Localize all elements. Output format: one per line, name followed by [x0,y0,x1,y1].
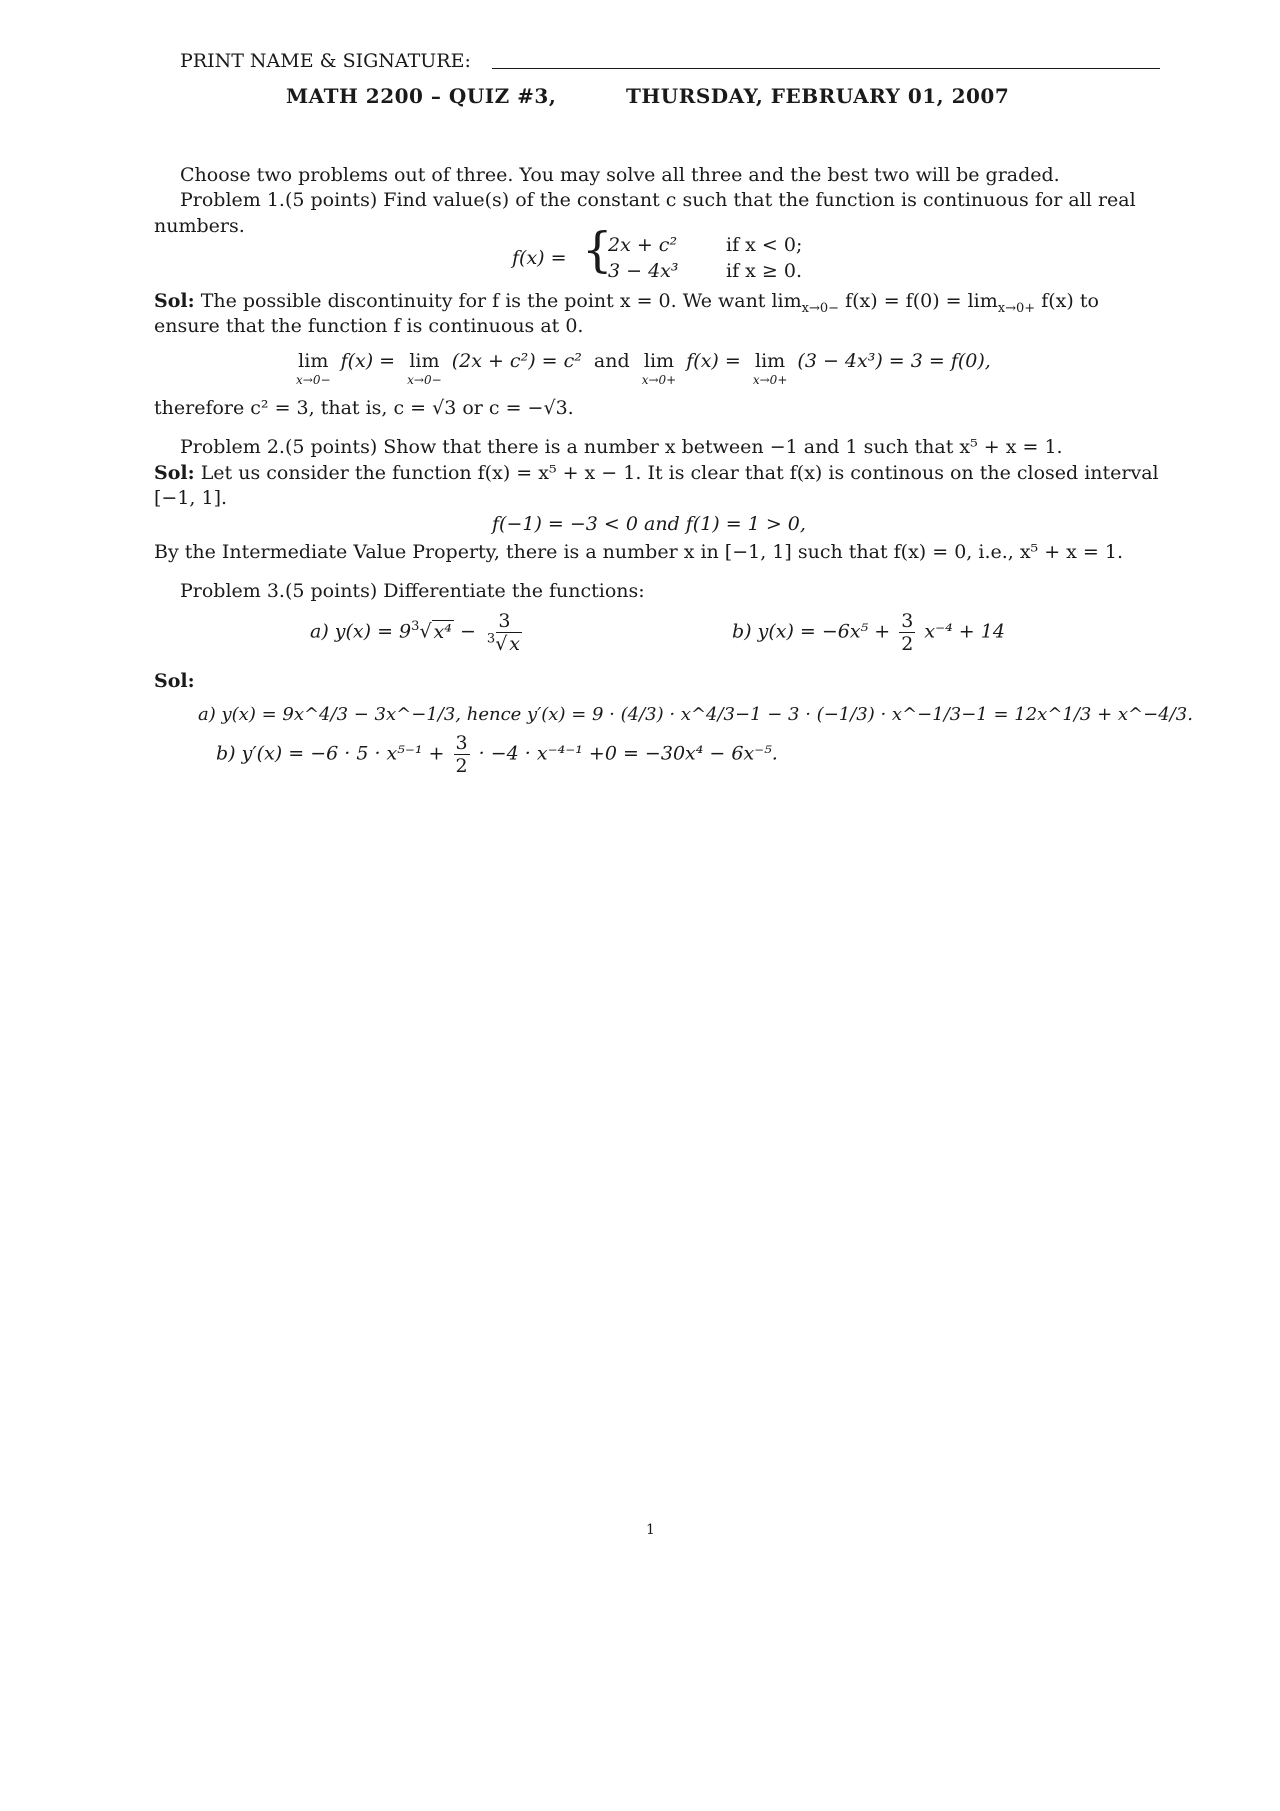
lim-left-fx: f(x) = [340,350,396,372]
lim-sub: x→0− [296,373,331,387]
case1-expression: 2x + c² [608,234,678,256]
problem1-sol-text-mid: f(x) = f(0) = lim [839,290,998,312]
case2-condition: if x ≥ 0. [726,260,802,282]
problem2-conclusion: By the Intermediate Value Property, there is a number x in [−1, 1] such that f(x) = 0, i.e., x⁵ + x = 1. [154,541,1124,563]
part-a-root-index: 3 [411,619,420,635]
problem1-solution-line1 [154,288,1099,314]
problem2-sol-label: Sol: [154,462,195,484]
lim-word: lim [298,350,329,372]
part-a-minus: − [459,620,476,643]
sol-b-numerator: 3 [455,732,468,754]
problem2-solution-line2: [−1, 1]. [154,487,228,509]
problem1-solution-line2: ensure that the function f is continuous at 0. [154,315,584,337]
name-signature-label: PRINT NAME & SIGNATURE: [180,50,471,72]
problem1-statement: Problem 1.(5 points) Find value(s) of the constant c such that the function is continuous for all real [180,189,1136,211]
problem1-sol-label: Sol: [154,290,195,312]
lim-left-2 [407,348,442,386]
sol-b-fraction [454,732,470,777]
part-a-denominator: $^3$√ x [486,631,521,655]
piecewise-brace: { [582,222,613,278]
problem1-sol-text-end: f(x) to [1035,290,1099,312]
problem3-statement: Problem 3.(5 points) Differentiate the functions: [180,580,645,602]
lim-and: and [593,350,630,372]
lim-left-expr: (2x + c²) = c² [451,350,582,372]
problem2-solution-line1 [154,460,1159,486]
lim-left-1 [296,348,331,386]
piecewise-cases [608,232,802,284]
part-b-denominator: 2 [901,633,914,655]
problem1-conclusion: therefore c² = 3, that is, c = √3 or c = −√3. [154,397,574,419]
part-a-lhs: a) y(x) = 9 [310,620,412,643]
piecewise-lhs: f(x) = [512,247,567,269]
problem1-sol-text-a: The possible discontinuity for f is the point x = 0. We want lim [200,290,802,312]
problem1-sol-sub1: x→0− [801,300,840,316]
lim-right-2 [753,348,788,386]
part-a-den-index: 3 [486,631,496,647]
problem1-statement-cont: numbers. [154,215,245,237]
problem3-part-b [732,610,1005,655]
lim-word: lim [755,350,786,372]
instructions: Choose two problems out of three. You may solve all three and the best two will be graded. [180,164,1060,186]
lim-sub: x→0+ [641,373,677,387]
part-b-fraction [899,610,915,655]
part-a-root-arg: x⁴ [433,620,452,643]
sol-b-denominator: 2 [455,755,468,777]
course-title: MATH 2200 – QUIZ #3, [286,84,557,108]
case2-expression: 3 − 4x³ [608,260,679,282]
case1-condition: if x < 0; [726,234,803,256]
limit-equation [296,348,991,386]
signature-line [492,68,1160,69]
problem1-sol-sub2: x→0+ [997,300,1036,316]
problem3-solution-b [216,732,778,777]
part-a-numerator: 3 [498,610,511,632]
lim-sub: x→0+ [752,373,788,387]
part-b-numerator: 3 [901,610,914,632]
quiz-date: THURSDAY, FEBRUARY 01, 2007 [626,84,1010,108]
problem3-sol-label: Sol: [154,670,195,692]
lim-right-fx: f(x) = [686,350,741,372]
problem2-statement: Problem 2.(5 points) Show that there is a number x between −1 and 1 such that x⁵ + x = 1. [180,436,1063,458]
part-a-den-arg: x [509,633,521,655]
lim-right-expr: (3 − 4x³) = 3 = f(0), [797,350,991,372]
part-a-fraction [485,610,524,655]
problem3-solution-a: a) y(x) = 9x^4/3 − 3x^−1/3, hence y′(x) = 9 · (4/3) · x^4/3−1 − 3 · (−1/3) · x^−1/3−1 = 12x^1/3 + x^−4/3. [198,704,1193,725]
problem2-values: f(−1) = −3 < 0 and f(1) = 1 > 0, [492,513,806,535]
problem3-part-a: a) $y(x) = 9^3√$ x⁴ − $\frac{3}{^3√ x}$ [310,610,527,655]
lim-word: lim [643,350,675,372]
lim-sub: x→0− [407,373,442,387]
page-number: 1 [646,1522,655,1538]
problem2-sol-text: Let us consider the function f(x) = x⁵ + x − 1. It is clear that f(x) is continous on the closed interval [200,462,1159,484]
sol-b-rest: · −4 · x⁻⁴⁻¹ +0 = −30x⁴ − 6x⁻⁵. [478,742,778,765]
part-b-lhs: b) y(x) = −6x⁵ + [732,620,891,643]
part-b-rest: x⁻⁴ + 14 [924,620,1005,643]
sol-b-lhs: b) y′(x) = −6 · 5 · x⁵⁻¹ + [216,742,445,765]
lim-word: lim [409,350,440,372]
lim-right-1 [642,348,677,386]
